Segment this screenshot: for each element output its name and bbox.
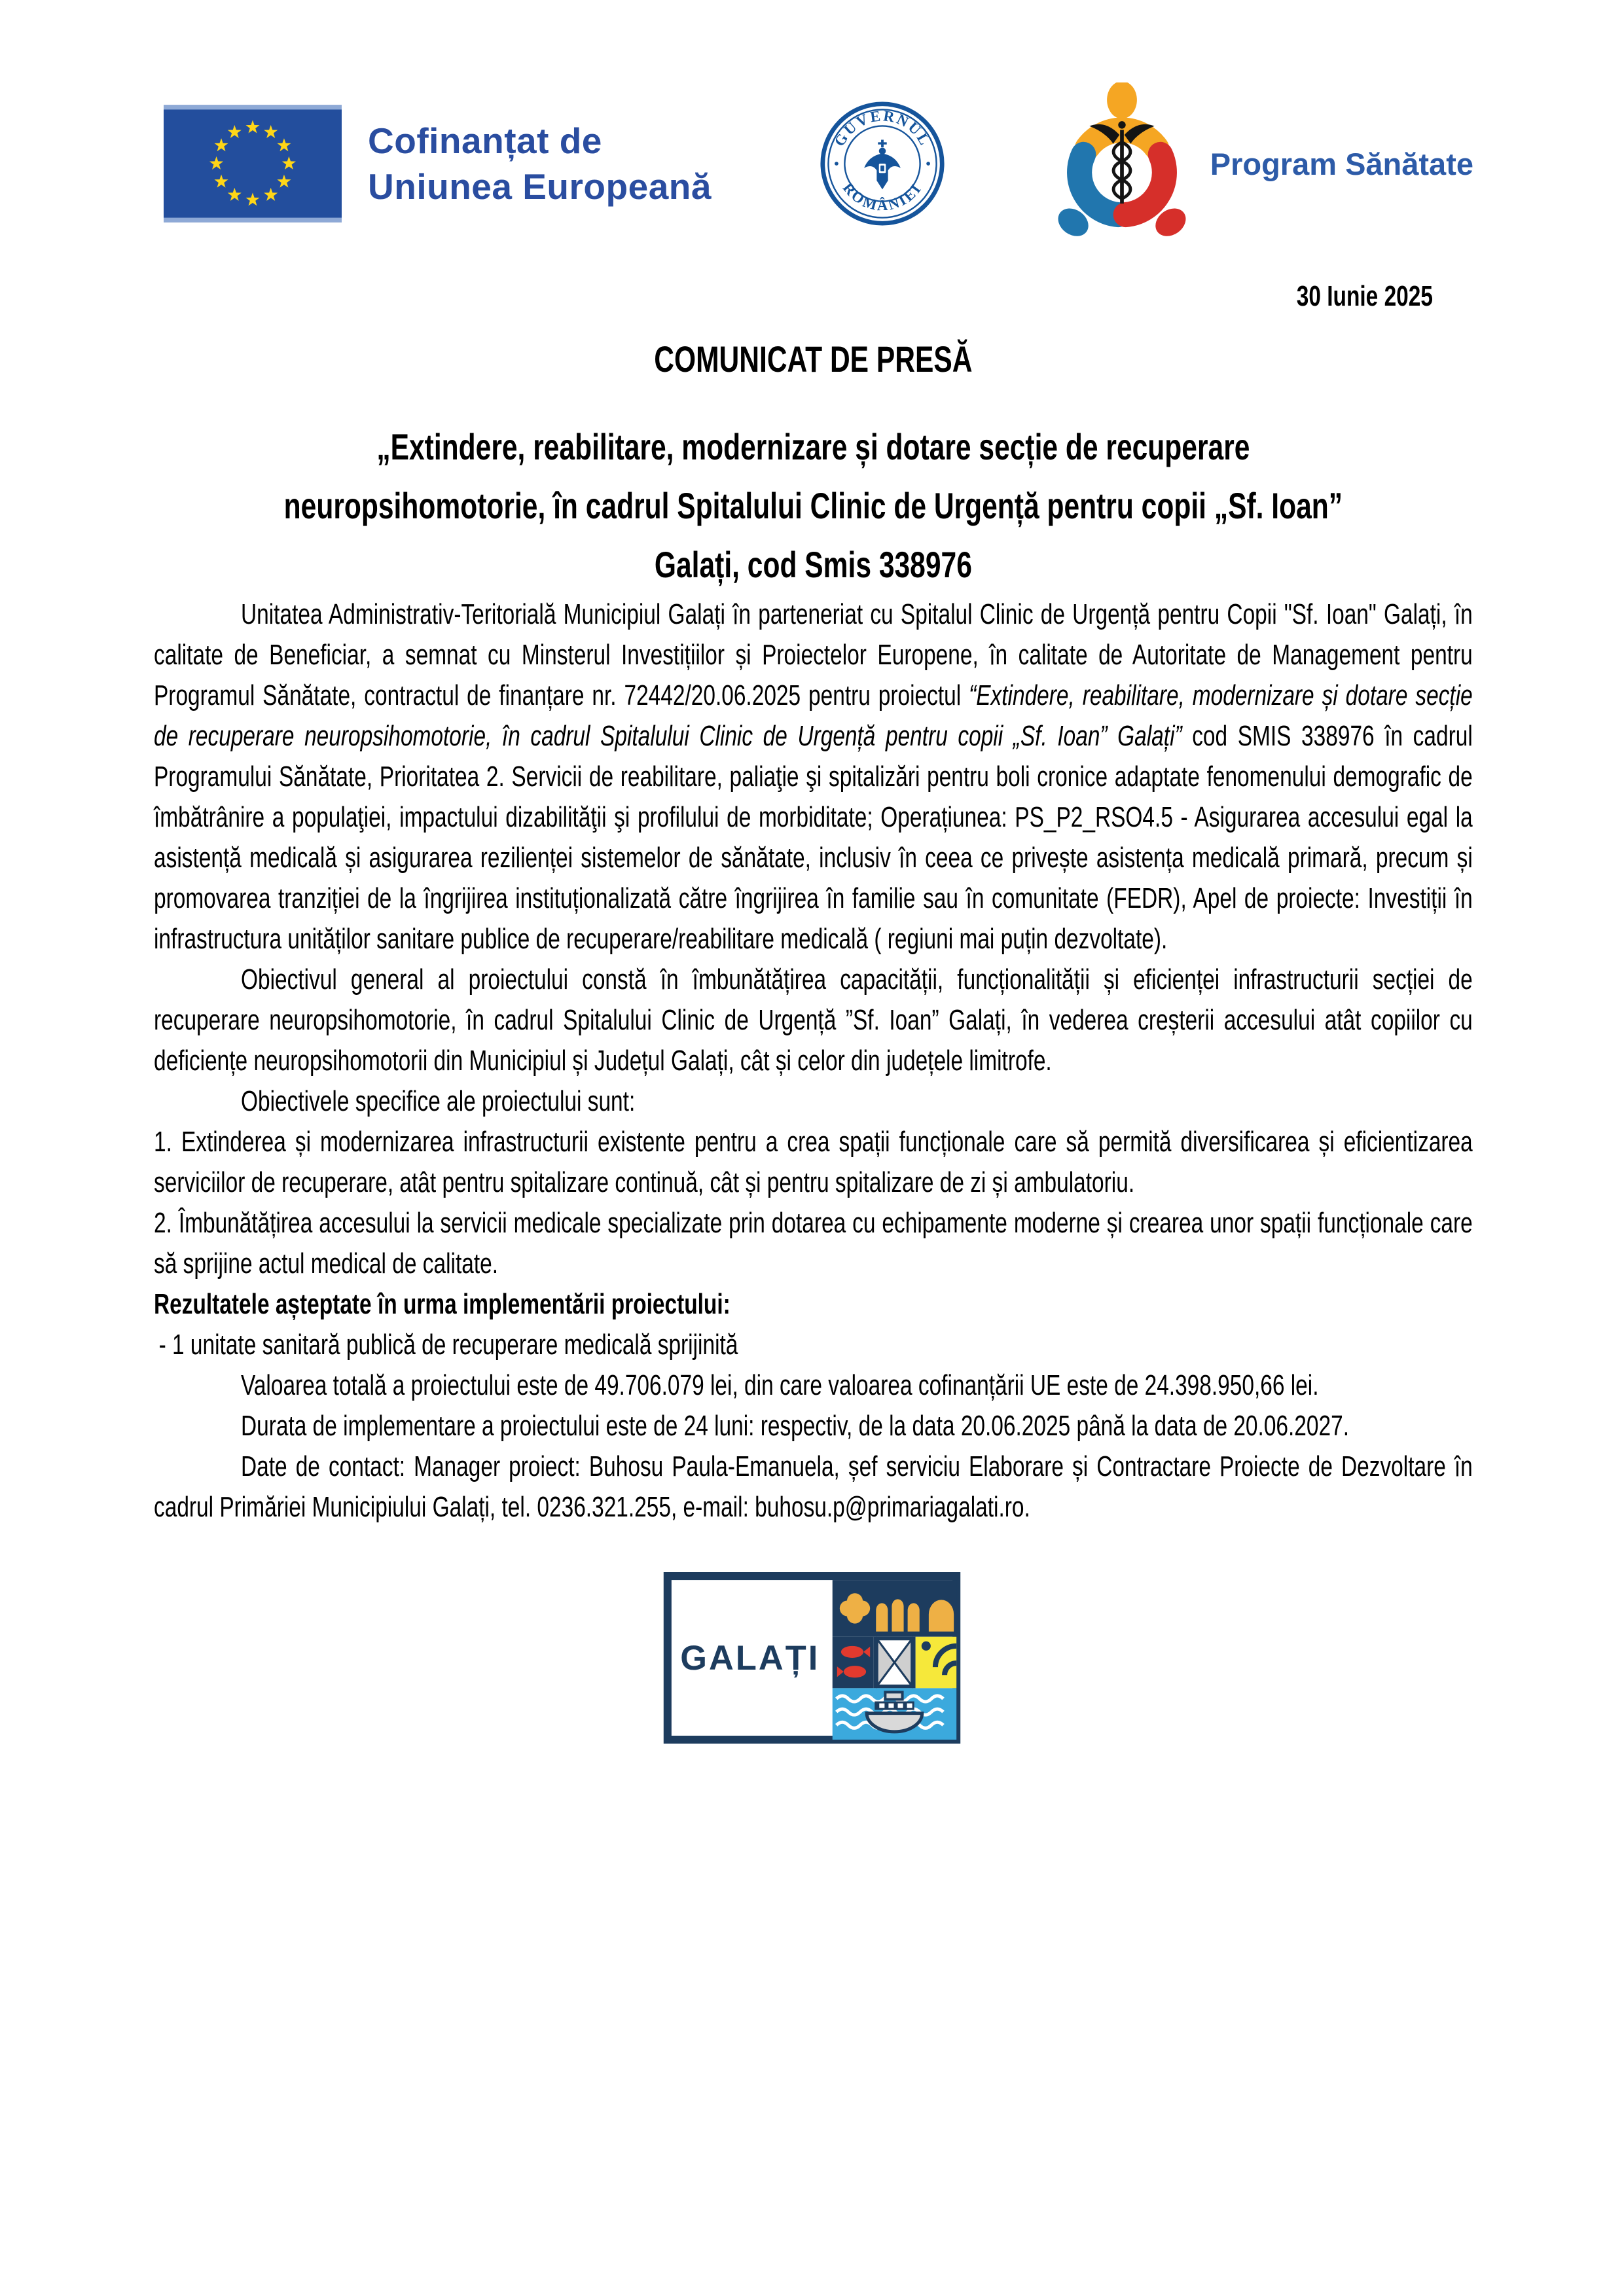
paragraph-general-objective: Obiectivul general al proiectului constă în îmbunătățirea capacității, funcționalității și eficienței infrastructurii secției de recuperare neuropsihomotorie, în cadrul Spitalului Clinic de Urgență ”Sf. Ioan” Galați, în vederea creșterii accesului atât copiilor cu deficiențe neuropsihomotorii din Municipiul și Județul Galați, cât și celor din județele limitrofe. bbox=[154, 963, 1473, 1077]
program-sanatate-label: Program Sănătate bbox=[1210, 146, 1473, 181]
eu-cofinance-label bbox=[368, 118, 712, 210]
gov-seal-icon bbox=[820, 101, 945, 226]
paragraph-contact: Date de contact: Manager proiect: Buhosu Paula-Emanuela, șef serviciu Elaborare și Contractare Proiecte de Dezvoltare în cadrul Primăriei Municipiului Galați, tel. 0236.321.255, e-mail: buhosu.p@primariagalati.ro. bbox=[154, 1450, 1473, 1523]
subtitle-line-2: neuropsihomotorie, în cadrul Spitalului Clinic de Urgență pentru copii „Sf. Ioan” bbox=[283, 485, 1343, 526]
galati-logo-label: GALAȚI bbox=[680, 1640, 820, 1678]
objective-item-2: 2. Îmbunătățirea accesului la servicii medicale specializate prin dotarea cu echipamente moderne și crearea unor spații funcționale care să sprijine actul medical de calitate. bbox=[154, 1207, 1473, 1280]
eu-cofinance-logo bbox=[164, 105, 712, 223]
eu-flag-icon bbox=[164, 105, 342, 223]
objective-item-1: 1. Extinderea și modernizarea infrastructurii existente pentru a crea spații funcționale care să permită diversificarea și eficientizarea serviciilor de recuperare, atât pentru spitalizare continuă, cât și pentru spitalizare de zi și ambulatoriu. bbox=[154, 1126, 1473, 1198]
project-title-italic: “Extindere, reabilitare, modernizare și dotare secție de recuperare neuropsihomotorie, în cadrul Spitalului Clinic de Urgență pentru copii „Sf. Ioan” Galați” bbox=[154, 679, 1473, 752]
eu-label-line2: Uniunea Europeană bbox=[368, 166, 712, 207]
galati-logo-pictograms bbox=[833, 1580, 956, 1740]
paragraph-project-signing-text: Unitatea Administrativ-Teritorială Municipiul Galați în parteneriat cu Spitalul Clinic de Urgență pentru Copii "Sf. Ioan" Galați, în calitate de Beneficiar, a semnat cu Minsterul Investițiilor și Proiectelor Europene, în calitate de Autoritate de Management pentru Programul Sănătate, contractul de finanțare nr. 72442/20.06.2025 pentru proiectul bbox=[154, 598, 1473, 711]
page-subtitle bbox=[154, 418, 1473, 594]
gov-seal-bottom-text: ROMÂNIEI bbox=[839, 179, 925, 214]
gov-seal-top-text: GUVERNUL bbox=[830, 107, 935, 149]
subtitle-line-1: „Extindere, reabilitare, modernizare și dotare secție de recuperare bbox=[376, 426, 1250, 467]
galati-city-logo bbox=[663, 1572, 961, 1744]
paragraph-project-signing bbox=[154, 594, 1473, 960]
eu-label-line1: Cofinanțat de bbox=[368, 120, 602, 161]
page-title: COMUNICAT DE PRESĂ bbox=[654, 338, 973, 380]
objectives-intro: Obiectivele specifice ale proiectului sunt: bbox=[241, 1085, 636, 1117]
program-sanatate-logo bbox=[1053, 82, 1473, 245]
paragraph-program-details-text: cod SMIS 338976 în cadrul Programului Sănătate, Prioritatea 2. Servicii de reabilitare, paliaţie şi spitalizări pentru boli cronice adaptate fenomenului demografic de îmbătrânire a populaţiei, impactului dizabilităţii şi profilului de morbiditate; Operațiunea: PS_P2_RSO4.5 - Asigurarea accesului egal la asistență medicală și asigurarea rezilienței sistemelor de sănătate, inclusiv în ceea ce privește asistența medicală primară, precum și promovarea tranziției de la îngrijirea instituționalizată către îngrijirea în familie sau în comunitate (FEDR), Apel de proiecte: Investiții în infrastructura unităților sanitare publice de recuperare/reabilitare medicală ( regiuni mai puțin dezvoltate). bbox=[154, 720, 1473, 955]
date-text: 30 Iunie 2025 bbox=[1296, 280, 1433, 312]
people-caduceus-icon bbox=[1053, 82, 1191, 245]
subtitle-line-3: Galați, cod Smis 338976 bbox=[654, 544, 972, 585]
footer bbox=[0, 1572, 1624, 1744]
logo-header bbox=[0, 0, 1624, 236]
paragraph-duration: Durata de implementare a proiectului este de 24 luni: respectiv, de la data 20.06.2025 până la data de 20.06.2027. bbox=[241, 1410, 1349, 1442]
results-heading: Rezultatele așteptate în urma implementării proiectului: bbox=[154, 1288, 731, 1320]
paragraph-total-value: Valoarea totală a proiectului este de 49.706.079 lei, din care valoarea cofinanțării UE este de 24.398.950,66 lei. bbox=[241, 1369, 1319, 1401]
results-bullet-item: - 1 unitate sanitară publică de recuperare medicală sprijinită bbox=[158, 1329, 738, 1361]
